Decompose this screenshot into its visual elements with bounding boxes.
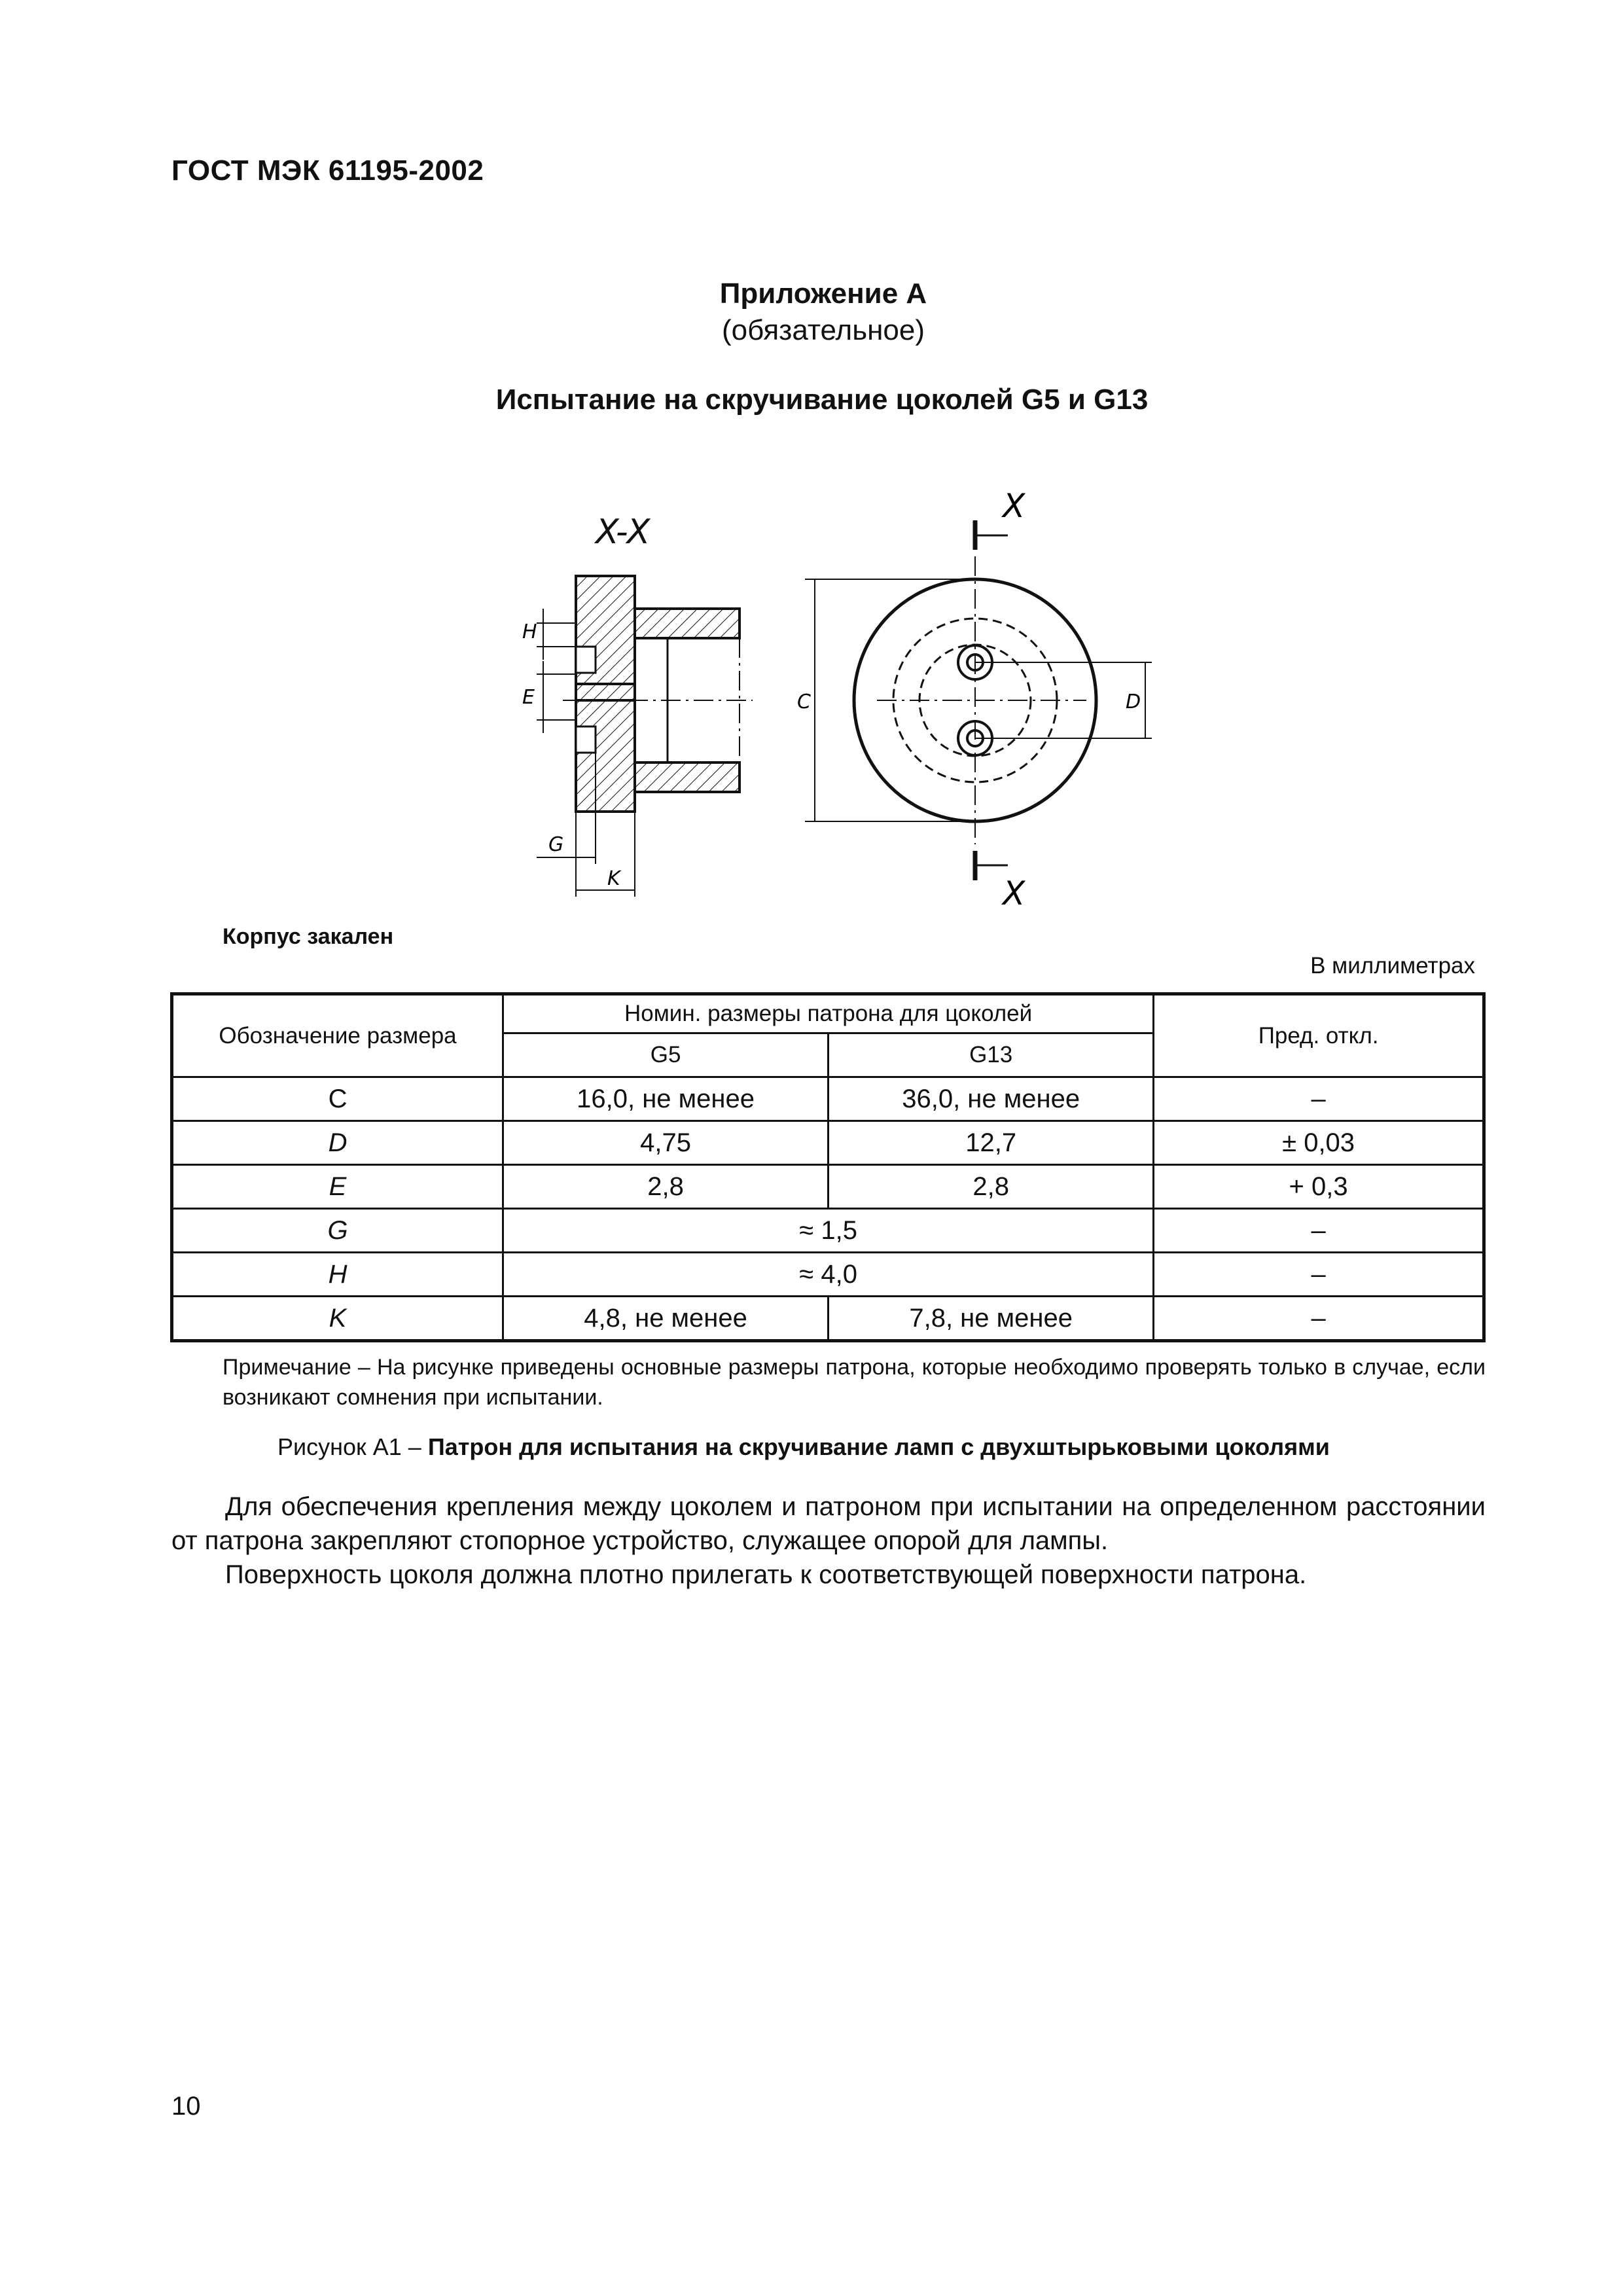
table-row <box>172 1253 1484 1297</box>
cut-label-bottom: X <box>1003 874 1026 912</box>
row-both: ≈ 4,0 <box>503 1253 1154 1297</box>
body-hardened-label: Корпус закален <box>223 924 394 949</box>
row-both: ≈ 1,5 <box>503 1209 1154 1253</box>
row-g13: 2,8 <box>829 1165 1154 1209</box>
header-g13: G13 <box>829 1033 1154 1077</box>
row-name: H <box>172 1253 503 1297</box>
page-number: 10 <box>171 2092 201 2121</box>
row-name: K <box>172 1297 503 1341</box>
cut-label-top: X <box>1003 487 1026 525</box>
row-g13: 7,8, не менее <box>829 1297 1154 1341</box>
row-g5: 4,8, не менее <box>503 1297 829 1341</box>
header-nominal: Номин. размеры патрона для цоколей <box>503 994 1154 1033</box>
caption-prefix: Рисунок А1 – <box>277 1433 421 1460</box>
appendix-title: Приложение А <box>719 278 927 310</box>
front-view <box>805 520 1152 880</box>
row-g5: 2,8 <box>503 1165 829 1209</box>
header-designation: Обозначение размера <box>172 994 503 1077</box>
table-row <box>172 1077 1484 1121</box>
caption-title: Патрон для испытания на скручивание ламп с двухштырьковыми цоколями <box>427 1433 1330 1460</box>
header-g5: G5 <box>503 1033 829 1077</box>
technical-drawing <box>497 484 1165 916</box>
row-tolerance: – <box>1154 1077 1484 1121</box>
table-row <box>172 1165 1484 1209</box>
row-tolerance: – <box>1154 1253 1484 1297</box>
document-code: ГОСТ МЭК 61195-2002 <box>171 154 484 187</box>
body-paragraph-1: Для обеспечения крепления между цоколем и патроном при испытании на определенном расстоянии от патрона закрепляют стопорное устройство, служащее опорой для лампы. <box>171 1492 1486 1555</box>
row-g13: 36,0, не менее <box>829 1077 1154 1121</box>
dim-label-d: D <box>1126 691 1141 713</box>
table-row <box>172 1209 1484 1253</box>
dim-label-c: C <box>797 691 811 713</box>
section-view <box>537 576 753 897</box>
row-tolerance: – <box>1154 1297 1484 1341</box>
row-tolerance: + 0,3 <box>1154 1165 1484 1209</box>
table-note: Примечание – На рисунке приведены основные размеры патрона, которые необходимо проверять только в случае, если возникают сомнения при испытании. <box>223 1355 1486 1410</box>
dim-label-k: K <box>607 867 620 890</box>
row-g13: 12,7 <box>829 1121 1154 1165</box>
dim-label-e: E <box>522 686 535 709</box>
row-g5: 16,0, не менее <box>503 1077 829 1121</box>
appendix-status: (обязательное) <box>721 314 925 346</box>
dimensions-table <box>170 992 1486 1342</box>
section-title: Испытание на скручивание цоколей G5 и G13 <box>495 384 1149 416</box>
dim-label-g: G <box>548 833 564 856</box>
row-name: D <box>172 1121 503 1165</box>
body-paragraph-2: Поверхность цоколя должна плотно прилегать к соответствующей поверхности патрона. <box>225 1560 1307 1589</box>
section-label: X-X <box>596 512 651 552</box>
table-row <box>172 1121 1484 1165</box>
dim-label-h: H <box>522 620 537 643</box>
table-header-row <box>172 994 1484 1033</box>
units-note: В миллиметрах <box>1310 953 1475 978</box>
row-name: C <box>172 1077 503 1121</box>
row-name: G <box>172 1209 503 1253</box>
row-tolerance: – <box>1154 1209 1484 1253</box>
header-tolerance: Пред. откл. <box>1154 994 1484 1077</box>
row-name: E <box>172 1165 503 1209</box>
row-g5: 4,75 <box>503 1121 829 1165</box>
table-row <box>172 1297 1484 1341</box>
row-tolerance: ± 0,03 <box>1154 1121 1484 1165</box>
figure-caption <box>277 1433 1330 1461</box>
